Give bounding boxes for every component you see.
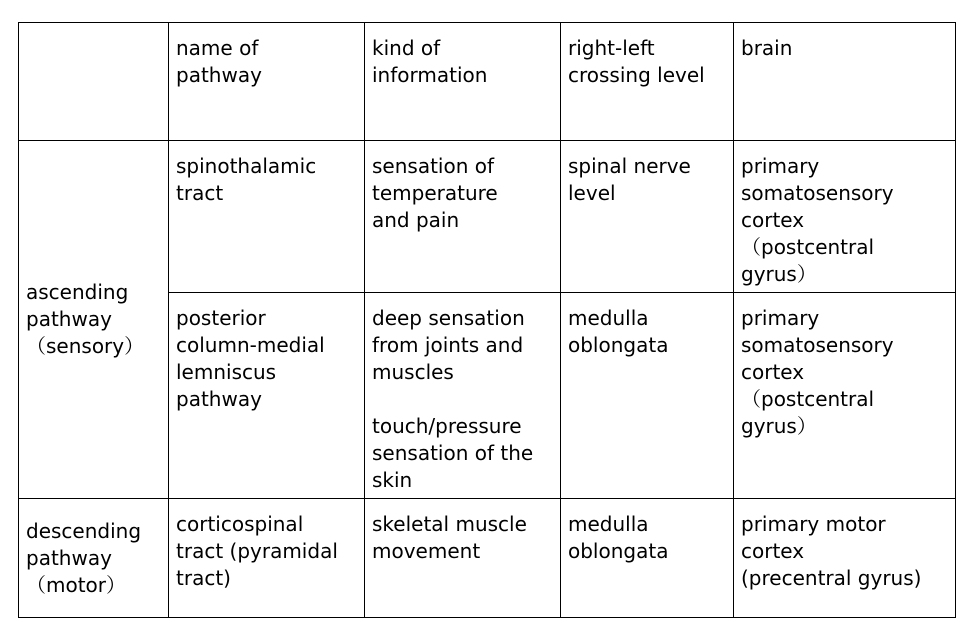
table-row xyxy=(19,141,956,293)
row-label-text: descending xyxy=(26,518,142,543)
cell-crossing: spinal nerve level xyxy=(561,141,734,293)
cell-brain: primary motor cortex (precentral gyrus) xyxy=(734,499,956,618)
descending-pathway-label xyxy=(19,499,169,618)
header-crossing-level xyxy=(561,23,734,141)
ascending-pathway-label xyxy=(19,141,169,499)
header-kind-of-information xyxy=(365,23,561,141)
header-text: brain xyxy=(741,36,793,60)
cell-crossing: medulla oblongata xyxy=(561,293,734,499)
cell-kind: skeletal muscle movement xyxy=(365,499,561,618)
row-label-text: pathway xyxy=(26,307,112,331)
header-text: pathway xyxy=(176,63,262,87)
cell-brain: primary somatosensory cortex （postcentral gyrus） xyxy=(734,293,956,499)
row-label-text: pathway xyxy=(26,545,112,570)
corner-cell xyxy=(19,23,169,141)
cell-name: posterior column-medial lemniscus pathway xyxy=(169,293,365,499)
cell-kind: deep sensation from joints and muscles touch/pressure sensation of the skin xyxy=(365,293,561,499)
row-label-text: （sensory） xyxy=(26,334,145,358)
paragraph-gap xyxy=(372,386,554,413)
header-text: right-left xyxy=(568,36,655,60)
cell-kind: sensation of temperature and pain xyxy=(365,141,561,293)
header-text: information xyxy=(372,63,488,87)
row-label-text: （motor） xyxy=(26,572,127,597)
header-name-of-pathway xyxy=(169,23,365,141)
header-text: kind of xyxy=(372,36,441,60)
header-text: name of xyxy=(176,36,259,60)
row-label-text: ascending xyxy=(26,280,129,304)
cell-brain: primary somatosensory cortex （postcentral gyrus） xyxy=(734,141,956,293)
cell-name: spinothalamic tract xyxy=(169,141,365,293)
header-brain xyxy=(734,23,956,141)
cell-crossing: medulla oblongata xyxy=(561,499,734,618)
header-text: crossing level xyxy=(568,63,705,87)
header-row xyxy=(19,23,956,141)
table-row xyxy=(19,499,956,618)
pathways-table xyxy=(18,22,956,618)
cell-name: corticospinal tract (pyramidal tract) xyxy=(169,499,365,618)
